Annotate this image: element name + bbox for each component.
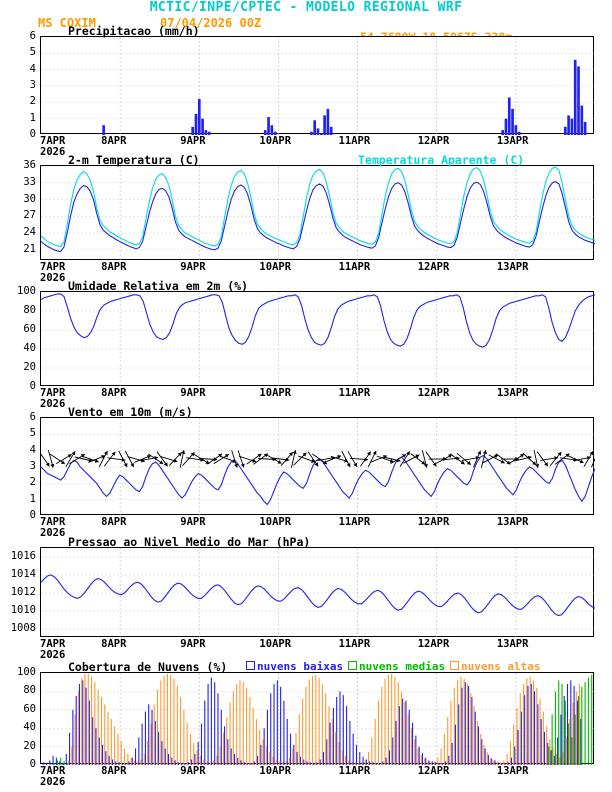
x-tick-year: 2026 — [40, 272, 66, 284]
y-tick-label: 40 — [23, 342, 36, 354]
station-name: MS COXIM — [38, 16, 96, 30]
y-tick-label: 5 — [29, 46, 36, 59]
y-tick-label: 1010 — [10, 604, 36, 616]
x-tick-label: 9APR — [180, 638, 206, 650]
y-tick-label: 0 — [29, 380, 36, 392]
y-tick-label: 4 — [29, 443, 36, 456]
x-tick-year: 2026 — [40, 146, 66, 158]
x-tick-label: 11APR — [338, 135, 371, 147]
chart-panel-3 — [40, 417, 594, 515]
x-tick-label: 10APR — [259, 135, 292, 147]
chart-panel-0 — [40, 36, 594, 134]
x-tick-label: 11APR — [338, 261, 371, 273]
x-tick-label: 13APR — [496, 387, 529, 399]
x-tick-label: 8APR — [101, 261, 127, 273]
x-tick-year: 2026 — [40, 776, 66, 788]
legend-item-1: nuvens medias — [348, 660, 445, 673]
y-tick-label: 30 — [23, 192, 36, 205]
y-tick-label: 40 — [23, 721, 36, 734]
x-tick-label: 7APR — [40, 516, 66, 528]
x-tick-label: 9APR — [180, 261, 206, 273]
y-tick-label: 0 — [29, 758, 36, 770]
chart-title-2: Umidade Relativa em 2m (%) — [68, 279, 249, 293]
x-tick-label: 7APR — [40, 135, 66, 147]
y-tick-label: 60 — [23, 323, 36, 335]
x-tick-label: 7APR — [40, 638, 66, 650]
x-tick-label: 10APR — [259, 261, 292, 273]
x-tick-label: 13APR — [496, 765, 529, 777]
legend-item-0: nuvens baixas — [246, 660, 343, 673]
x-tick-label: 12APR — [417, 135, 450, 147]
x-tick-label: 9APR — [180, 387, 206, 399]
y-tick-label: 27 — [23, 209, 36, 222]
x-tick-label: 9APR — [180, 516, 206, 528]
chart-title-0: Precipitacao (mm/h) — [68, 24, 200, 38]
y-tick-label: 33 — [23, 175, 36, 188]
y-tick-label: 0 — [29, 509, 36, 521]
y-tick-label: 5 — [29, 427, 36, 440]
y-tick-label: 2 — [29, 95, 36, 108]
x-tick-label: 12APR — [417, 516, 450, 528]
chart-panel-1 — [40, 165, 594, 260]
x-tick-label: 12APR — [417, 261, 450, 273]
chart-title-5: Cobertura de Nuvens (%) — [68, 660, 228, 674]
y-tick-label: 2 — [29, 476, 36, 489]
x-tick-label: 8APR — [101, 516, 127, 528]
legend-item-2: nuvens altas — [450, 660, 540, 673]
y-tick-label: 0 — [29, 128, 36, 140]
x-tick-label: 7APR — [40, 765, 66, 777]
x-tick-label: 11APR — [338, 516, 371, 528]
x-tick-label: 8APR — [101, 638, 127, 650]
y-tick-label: 1 — [29, 492, 36, 505]
run-date: 07/04/2026 00Z — [160, 16, 262, 30]
y-tick-label: 20 — [23, 361, 36, 373]
y-tick-label: 1012 — [10, 586, 36, 598]
chart-panel-4 — [40, 547, 594, 637]
y-tick-label: 1016 — [10, 550, 36, 562]
y-tick-label: 80 — [23, 684, 36, 697]
y-tick-label: 1014 — [10, 568, 36, 580]
x-tick-label: 7APR — [40, 261, 66, 273]
x-tick-label: 9APR — [180, 135, 206, 147]
y-tick-label: 24 — [23, 226, 36, 239]
chart-title-1: 2-m Temperatura (C) — [68, 153, 200, 167]
y-tick-label: 80 — [23, 304, 36, 316]
page-title: MCTIC/INPE/CPTEC - MODELO REGIONAL WRF — [149, 0, 463, 15]
y-tick-label: 21 — [23, 242, 36, 255]
x-tick-label: 10APR — [259, 387, 292, 399]
x-tick-label: 13APR — [496, 516, 529, 528]
chart-panel-2 — [40, 291, 594, 386]
x-tick-label: 12APR — [417, 638, 450, 650]
y-tick-label: 6 — [29, 411, 36, 423]
y-tick-label: 4 — [29, 62, 36, 75]
chart-title-4: Pressao ao Nivel Medio do Mar (hPa) — [68, 535, 311, 549]
x-tick-label: 9APR — [180, 765, 206, 777]
x-tick-label: 11APR — [338, 765, 371, 777]
x-tick-label: 8APR — [101, 765, 127, 777]
x-tick-label: 11APR — [338, 387, 371, 399]
x-tick-label: 10APR — [259, 765, 292, 777]
x-tick-label: 11APR — [338, 638, 371, 650]
y-tick-label: 1 — [29, 111, 36, 124]
y-tick-label: 100 — [17, 666, 36, 678]
y-tick-label: 36 — [23, 159, 36, 171]
x-tick-label: 10APR — [259, 516, 292, 528]
x-tick-label: 12APR — [417, 387, 450, 399]
x-tick-year: 2026 — [40, 649, 66, 661]
x-tick-year: 2026 — [40, 527, 66, 539]
y-tick-label: 20 — [23, 739, 36, 752]
y-tick-label: 1008 — [10, 622, 36, 634]
chart-panel-5 — [40, 672, 594, 764]
x-tick-year: 2026 — [40, 398, 66, 410]
x-tick-label: 13APR — [496, 261, 529, 273]
y-tick-label: 3 — [29, 79, 36, 91]
y-tick-label: 6 — [29, 30, 36, 42]
x-tick-label: 8APR — [101, 135, 127, 147]
x-tick-label: 8APR — [101, 387, 127, 399]
x-tick-label: 12APR — [417, 765, 450, 777]
x-tick-label: 10APR — [259, 638, 292, 650]
x-tick-label: 13APR — [496, 135, 529, 147]
y-tick-label: 3 — [29, 460, 36, 472]
chart-title-secondary-1: Temperatura Aparente (C) — [358, 153, 525, 167]
x-tick-label: 13APR — [496, 638, 529, 650]
y-tick-label: 100 — [17, 285, 36, 297]
chart-title-3: Vento em 10m (m/s) — [68, 405, 193, 419]
x-tick-label: 7APR — [40, 387, 66, 399]
y-tick-label: 60 — [23, 702, 36, 715]
